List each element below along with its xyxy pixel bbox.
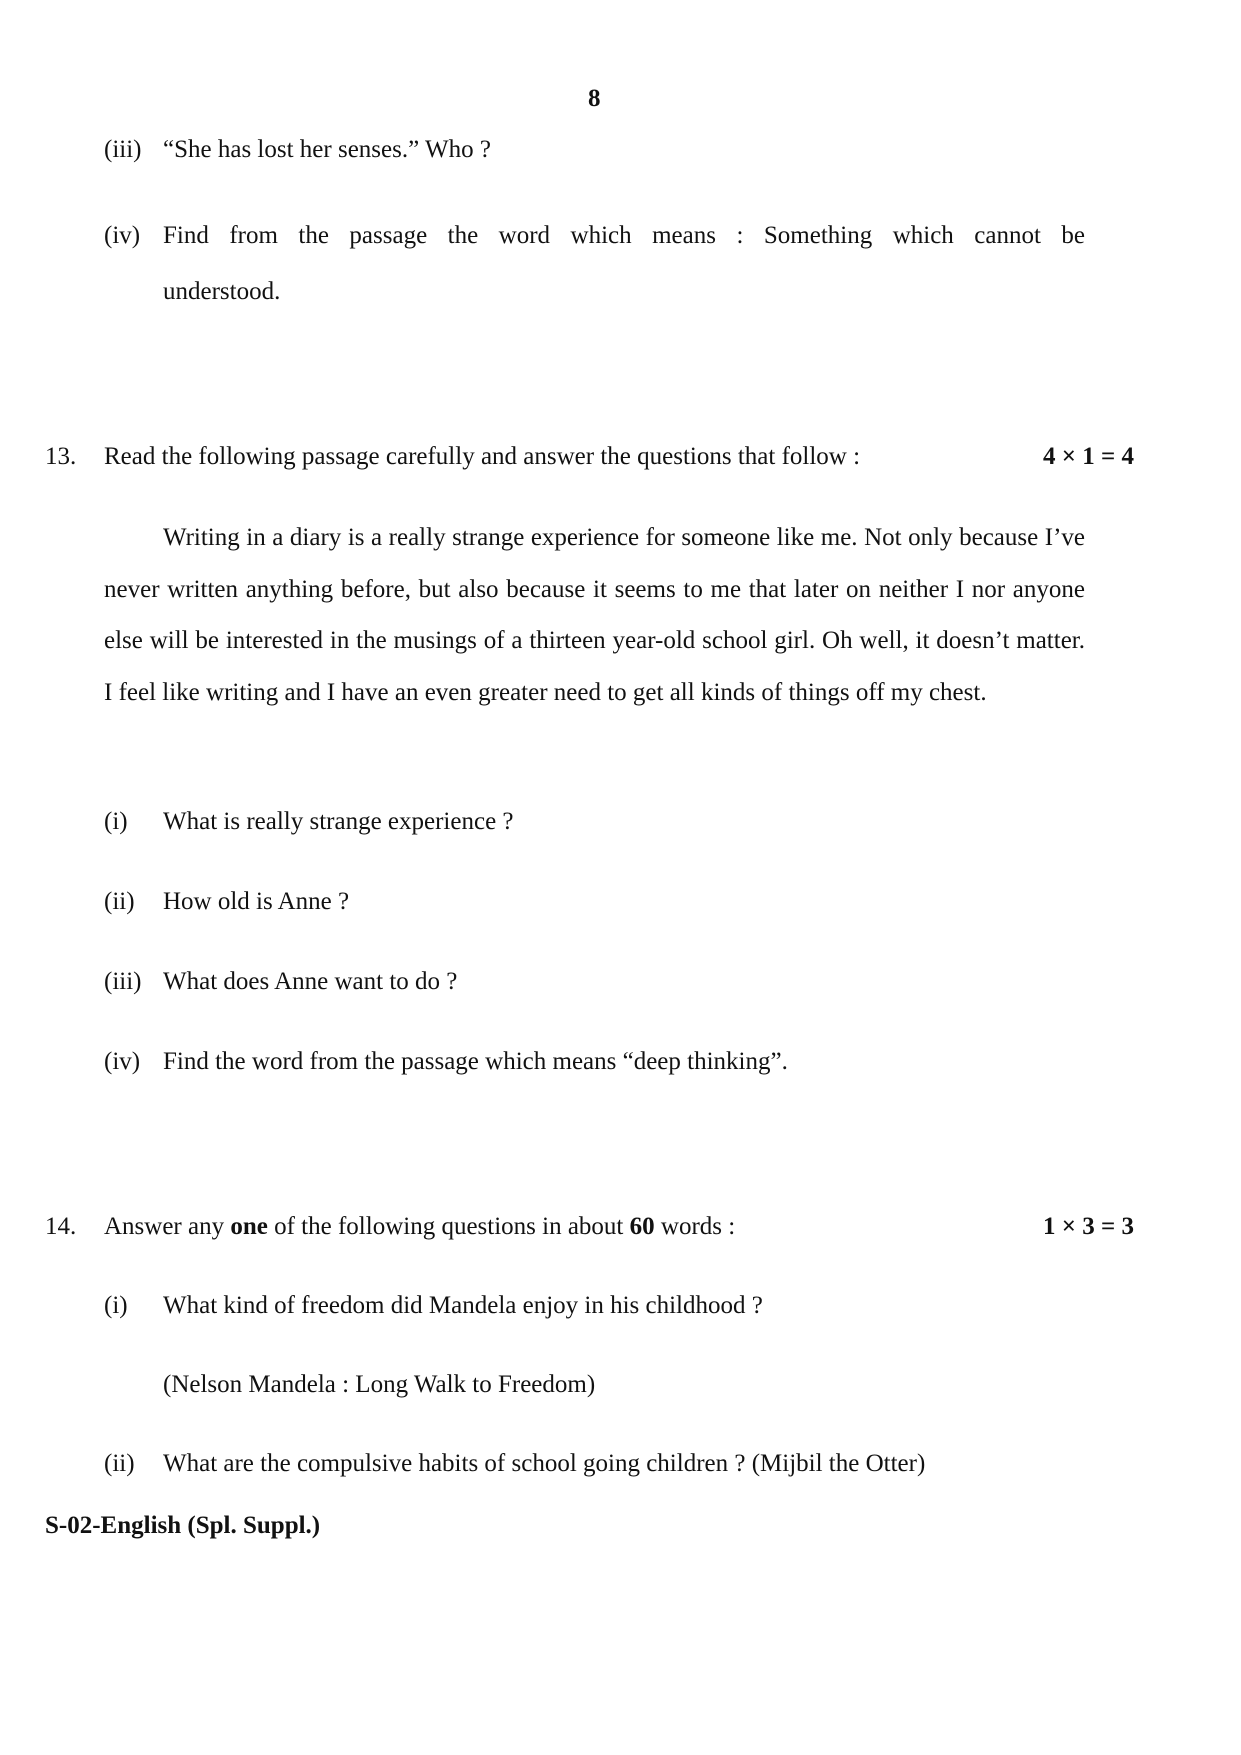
item-number: (iii)	[104, 136, 142, 163]
item-text-line1: Find from the passage the word which means : Something which cannot be	[163, 222, 1085, 249]
question-marks: 4 × 1 = 4	[1043, 443, 1134, 470]
paper-code-footer: S-02-English (Spl. Suppl.)	[45, 1512, 321, 1539]
item-text: What is really strange experience ?	[163, 808, 514, 835]
item-text: What does Anne want to do ?	[163, 968, 458, 995]
item-number: (ii)	[104, 1450, 135, 1477]
item-number: (iii)	[104, 968, 142, 995]
question-number: 13.	[45, 443, 77, 470]
item-number: (ii)	[104, 888, 135, 915]
question-number: 14.	[45, 1213, 77, 1240]
item-text: How old is Anne ?	[163, 888, 350, 915]
question-prompt: Answer any one of the following questions in about 60 words :	[104, 1213, 736, 1240]
question-prompt: Read the following passage carefully and answer the questions that follow :	[104, 443, 861, 470]
item-text: Find the word from the passage which means “deep thinking”.	[163, 1048, 788, 1075]
item-text: “She has lost her senses.” Who ?	[163, 136, 491, 163]
item-number: (iv)	[104, 222, 141, 249]
item-text: What are the compulsive habits of school going children ? (Mijbil the Otter)	[163, 1450, 926, 1477]
page-number: 8	[588, 85, 601, 112]
item-text: What kind of freedom did Mandela enjoy in his childhood ?	[163, 1292, 763, 1319]
item-source: (Nelson Mandela : Long Walk to Freedom)	[163, 1371, 596, 1398]
reading-passage: Writing in a diary is a really strange experience for someone like me. Not only because I’ve never written anything before, but also because it seems to me that later on neither I nor anyone else will be interested in the musings of a thirteen year-old school girl. Oh well, it doesn’t matter. I feel like writing and I have an even greater need to get all kinds of things off my chest.	[104, 524, 1085, 706]
item-number: (i)	[104, 1292, 128, 1319]
question-marks: 1 × 3 = 3	[1043, 1213, 1134, 1240]
item-text-line2: understood.	[163, 278, 281, 305]
item-number: (i)	[104, 808, 128, 835]
item-number: (iv)	[104, 1048, 141, 1075]
